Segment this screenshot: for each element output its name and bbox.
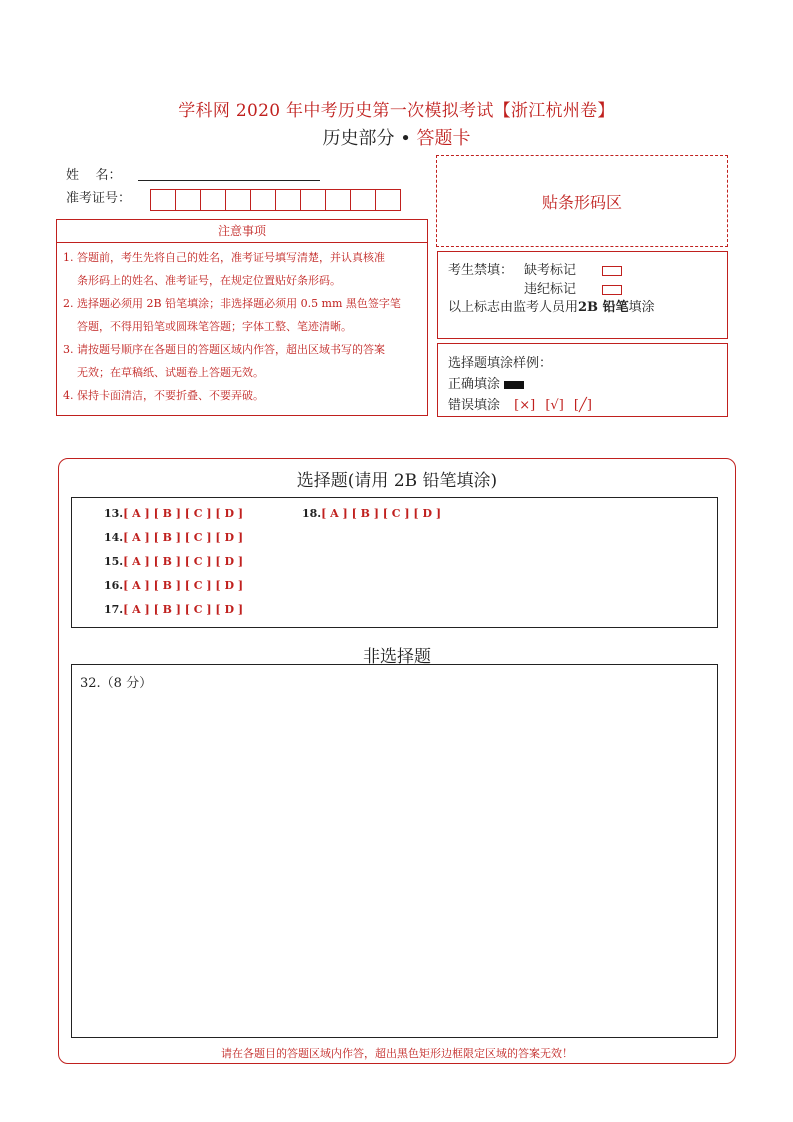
- name-label: 姓 名：: [66, 168, 122, 183]
- violation-mark-row: [524, 278, 622, 297]
- exam-subtitle: [0, 124, 793, 150]
- exam-id-digit-box[interactable]: [200, 189, 226, 211]
- note-item: [63, 338, 421, 384]
- exam-id-digit-box[interactable]: [225, 189, 251, 211]
- forbidden-note: [448, 296, 655, 315]
- wrong-mark-cross: [×]: [514, 398, 536, 413]
- note-text: 条形码上的姓名、准考证号，在规定位置贴好条形码。: [77, 274, 341, 287]
- subtitle-part: 历史部分: [322, 128, 395, 149]
- sample-correct-label: 正确填涂: [448, 377, 501, 392]
- wrong-mark-check: [√]: [545, 398, 564, 413]
- note-item: [63, 292, 421, 338]
- name-field[interactable]: [138, 180, 320, 181]
- note-text: 选择题必须用 2B 铅笔填涂；非选择题必须用 0.5 mm 黑色签字笔: [77, 297, 401, 310]
- written-answer-box[interactable]: [71, 664, 718, 1038]
- note-item: [63, 246, 421, 292]
- note-text: 请按题号顺序在各题目的答题区域内作答，超出区域书写的答案: [77, 343, 385, 356]
- answer-options[interactable]: [ A ] [ B ] [ C ] [ D ]: [321, 507, 442, 520]
- notes-box: [56, 242, 428, 416]
- notes-heading: 注意事项: [56, 219, 428, 243]
- question-row[interactable]: [104, 555, 243, 568]
- note-number: 1.: [63, 251, 74, 264]
- question-number: 15.: [104, 555, 124, 568]
- subtitle-separator: •: [400, 128, 411, 149]
- exam-id-boxes: [151, 189, 401, 211]
- note-text: 答题前，考生先将自己的姓名，准考证号填写清楚，并认真核准: [77, 251, 385, 264]
- exam-id-digit-box[interactable]: [150, 189, 176, 211]
- exam-id-digit-box[interactable]: [175, 189, 201, 211]
- note-text: 保持卡面清洁，不要折叠、不要弄破。: [77, 389, 264, 402]
- exam-id-digit-box[interactable]: [350, 189, 376, 211]
- sample-correct-row: [448, 373, 524, 392]
- filled-mark-example: [504, 381, 524, 389]
- question-row[interactable]: [104, 531, 243, 544]
- forbidden-note-suffix: 填涂: [628, 300, 655, 315]
- wrong-mark-slash: [╱]: [573, 398, 592, 413]
- answer-options[interactable]: [ A ] [ B ] [ C ] [ D ]: [123, 507, 244, 520]
- violation-mark-label: 违纪标记: [524, 282, 577, 297]
- note-text: 无效；在草稿纸、试题卷上答题无效。: [77, 366, 264, 379]
- forbidden-marks-box: [437, 251, 728, 339]
- barcode-label: 贴条形码区: [541, 192, 622, 212]
- question-row[interactable]: [104, 603, 243, 616]
- choice-section-title: 选择题(请用 2B 铅笔填涂): [296, 471, 498, 491]
- question-number: 17.: [104, 603, 124, 616]
- nonchoice-section-title: 非选择题: [363, 647, 431, 667]
- footer-warning: 请在各题目的答题区域内作答，超出黑色矩形边框限定区域的答案无效！: [221, 1047, 573, 1060]
- note-number: 2.: [63, 297, 74, 310]
- absent-mark-label: 缺考标记: [524, 263, 577, 278]
- choice-answer-box: [71, 497, 718, 628]
- exam-id-digit-box[interactable]: [325, 189, 351, 211]
- barcode-area: [436, 155, 728, 247]
- note-text: 答题，不得用铅笔或圆珠笔答题；字体工整、笔迹清晰。: [77, 320, 352, 333]
- note-number: 3.: [63, 343, 74, 356]
- note-number: 4.: [63, 389, 74, 402]
- forbidden-note-prefix: 以上标志由监考人员用: [448, 300, 579, 315]
- sample-wrong-label: 错误填涂: [448, 398, 501, 413]
- forbidden-note-bold: 2B 铅笔: [578, 300, 629, 315]
- exam-id-digit-box[interactable]: [275, 189, 301, 211]
- answer-options[interactable]: [ A ] [ B ] [ C ] [ D ]: [123, 555, 244, 568]
- exam-id-digit-box[interactable]: [375, 189, 401, 211]
- sample-wrong-row: [448, 394, 592, 413]
- answer-options[interactable]: [ A ] [ B ] [ C ] [ D ]: [123, 579, 244, 592]
- question-row[interactable]: [104, 579, 243, 592]
- forbidden-label: 考生禁填：: [448, 263, 514, 278]
- question-number: 18.: [302, 507, 322, 520]
- exam-id-digit-box[interactable]: [300, 189, 326, 211]
- subtitle-card: 答题卡: [416, 128, 471, 149]
- answer-options[interactable]: [ A ] [ B ] [ C ] [ D ]: [123, 603, 244, 616]
- answer-options[interactable]: [ A ] [ B ] [ C ] [ D ]: [123, 531, 244, 544]
- exam-id-label: 准考证号：: [66, 191, 132, 206]
- exam-id-digit-box[interactable]: [250, 189, 276, 211]
- fill-sample-box: [437, 343, 728, 417]
- question-row[interactable]: [302, 507, 441, 520]
- sample-heading: 选择题填涂样例：: [448, 356, 553, 371]
- violation-mark-box[interactable]: [602, 285, 622, 295]
- absent-mark-row: [524, 259, 622, 278]
- question-32-label: 32.（8 分）: [80, 676, 153, 691]
- question-number: 14.: [104, 531, 124, 544]
- question-number: 13.: [104, 507, 124, 520]
- exam-title: 学科网 2020 年中考历史第一次模拟考试【浙江杭州卷】: [178, 101, 615, 121]
- question-number: 16.: [104, 579, 124, 592]
- absent-mark-box[interactable]: [602, 266, 622, 276]
- note-item: [63, 384, 421, 407]
- question-row[interactable]: [104, 507, 243, 520]
